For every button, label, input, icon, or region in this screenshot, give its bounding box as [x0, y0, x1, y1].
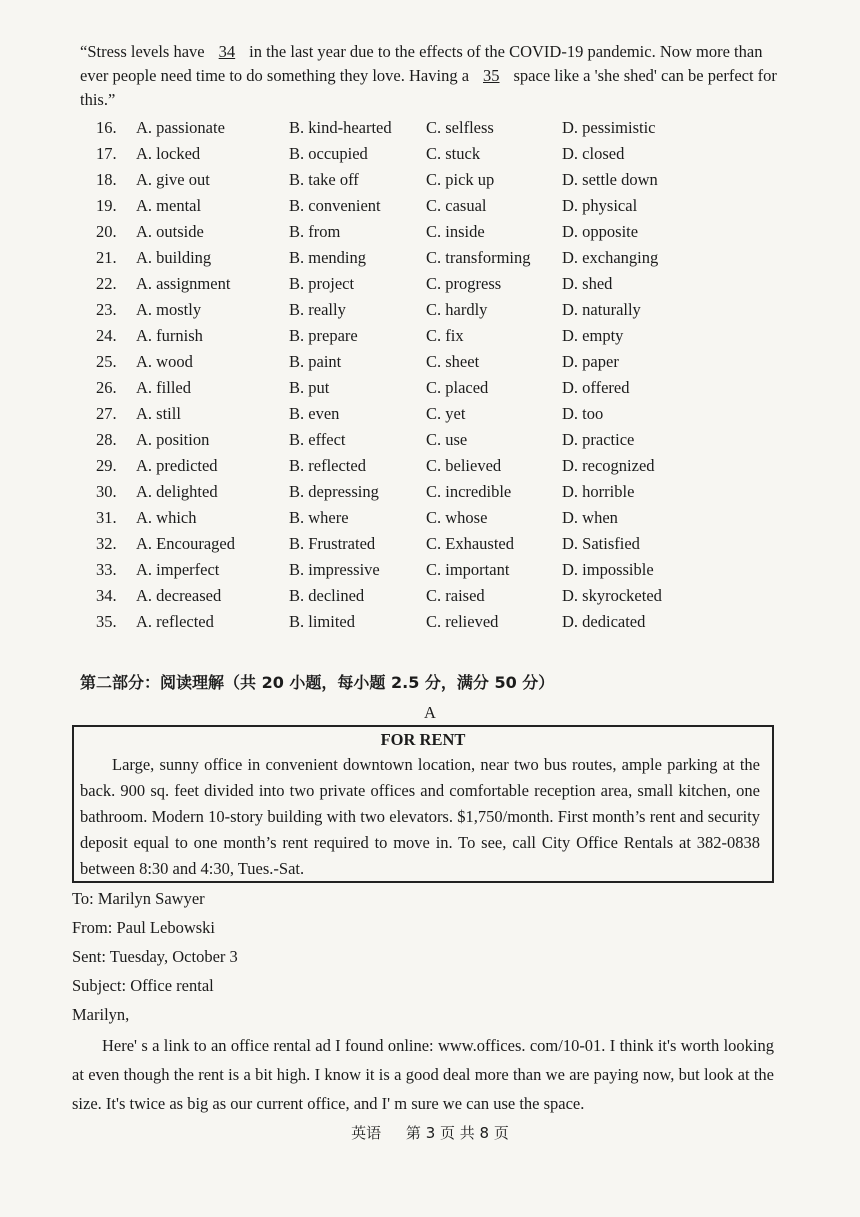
- option-b: B. mending: [289, 248, 366, 267]
- intro-text-1: “Stress levels have: [80, 42, 205, 61]
- question-number: 35.: [96, 612, 117, 631]
- question-number: 31.: [96, 508, 117, 527]
- option-a: A. mostly: [136, 300, 202, 319]
- email-from: From: Paul Lebowski: [72, 918, 215, 937]
- option-a: A. give out: [136, 170, 210, 189]
- question-number: 29.: [96, 456, 117, 475]
- cloze-options-list: [96, 118, 796, 638]
- option-c: C. inside: [426, 222, 485, 241]
- option-a: A. decreased: [136, 586, 222, 605]
- option-d: D. offered: [562, 378, 630, 397]
- question-row: [96, 404, 796, 430]
- option-a: A. imperfect: [136, 560, 220, 579]
- option-b: B. project: [289, 274, 355, 293]
- option-a: A. passionate: [136, 118, 225, 137]
- option-c: C. relieved: [426, 612, 499, 631]
- option-a: A. Encouraged: [136, 534, 235, 553]
- option-b: B. convenient: [289, 196, 381, 215]
- option-b: B. paint: [289, 352, 342, 371]
- email-message: [72, 884, 774, 1118]
- question-row: [96, 144, 796, 170]
- option-d: D. settle down: [562, 170, 658, 189]
- option-b: B. limited: [289, 612, 355, 631]
- question-row: [96, 222, 796, 248]
- question-number: 28.: [96, 430, 117, 449]
- question-row: [96, 378, 796, 404]
- ad-text: Large, sunny office in convenient downtown location, near two bus routes, ample parking at the back. 900 sq. feet divided into two private offices and comfortable reception area, small kitchen, one bathroom. Modern 10-story building with two elevators. $1,750/month. First month’s rent and security deposit equal to one month’s rent required to move in. To see, call City Office Rentals at 382-0838 between 8:30 and 4:30, Tues.-Sat.: [80, 755, 760, 878]
- option-d: D. shed: [562, 274, 613, 293]
- email-greeting: Marilyn,: [72, 1005, 130, 1024]
- question-row: [96, 560, 796, 586]
- option-d: D. impossible: [562, 560, 654, 579]
- question-number: 34.: [96, 586, 117, 605]
- option-c: C. selfless: [426, 118, 494, 137]
- option-a: A. filled: [136, 378, 191, 397]
- email-subject: Subject: Office rental: [72, 976, 214, 995]
- option-c: C. important: [426, 560, 510, 579]
- rental-ad-box: [72, 725, 774, 883]
- option-b: B. reflected: [289, 456, 366, 475]
- footer-subject: 英语: [351, 1124, 382, 1142]
- option-a: A. which: [136, 508, 197, 527]
- option-b: B. take off: [289, 170, 359, 189]
- email-body: Here' s a link to an office rental ad I found online: www.offices. com/10-01. I think it's worth looking at even though the rent is a bit high. I know it is a good deal more than we are paying now, but look at the size. It's twice as big as our current office, and I' m sure we can use the space.: [72, 1036, 774, 1113]
- option-b: B. where: [289, 508, 349, 527]
- question-row: [96, 586, 796, 612]
- option-d: D. skyrocketed: [562, 586, 662, 605]
- option-d: D. too: [562, 404, 604, 423]
- option-d: D. pessimistic: [562, 118, 656, 137]
- option-a: A. locked: [136, 144, 201, 163]
- passage-label: A: [424, 703, 436, 722]
- question-number: 22.: [96, 274, 117, 293]
- option-a: A. delighted: [136, 482, 218, 501]
- question-number: 26.: [96, 378, 117, 397]
- question-row: [96, 118, 796, 144]
- option-d: D. physical: [562, 196, 638, 215]
- option-a: A. position: [136, 430, 210, 449]
- question-row: [96, 508, 796, 534]
- option-b: B. declined: [289, 586, 365, 605]
- option-a: A. predicted: [136, 456, 218, 475]
- option-d: D. paper: [562, 352, 619, 371]
- question-number: 33.: [96, 560, 117, 579]
- question-number: 20.: [96, 222, 117, 241]
- option-d: D. exchanging: [562, 248, 659, 267]
- option-a: A. mental: [136, 196, 202, 215]
- blank-35: 35: [483, 66, 500, 85]
- cloze-passage-ending: [80, 40, 785, 112]
- option-d: D. dedicated: [562, 612, 646, 631]
- question-row: [96, 612, 796, 638]
- option-c: C. hardly: [426, 300, 488, 319]
- option-b: B. from: [289, 222, 341, 241]
- section-heading: 第二部分：阅读理解（共 20 小题，每小题 2.5 分，满分 50 分）: [80, 673, 555, 692]
- question-row: [96, 482, 796, 508]
- option-c: C. Exhausted: [426, 534, 514, 553]
- option-b: B. occupied: [289, 144, 368, 163]
- question-row: [96, 534, 796, 560]
- option-a: A. outside: [136, 222, 204, 241]
- option-c: C. progress: [426, 274, 502, 293]
- question-row: [96, 300, 796, 326]
- option-a: A. assignment: [136, 274, 231, 293]
- option-a: A. reflected: [136, 612, 214, 631]
- option-c: C. incredible: [426, 482, 512, 501]
- option-b: B. Frustrated: [289, 534, 376, 553]
- question-row: [96, 196, 796, 222]
- blank-34: 34: [218, 42, 236, 61]
- option-d: D. when: [562, 508, 618, 527]
- intro-text-2: in the last year due to the effects of the COVID-19 pandemic. Now more than ever people need time to do something they love. Having a: [80, 42, 763, 85]
- option-d: D. naturally: [562, 300, 641, 319]
- question-row: [96, 352, 796, 378]
- option-c: C. whose: [426, 508, 488, 527]
- option-b: B. prepare: [289, 326, 358, 345]
- option-d: D. Satisfied: [562, 534, 640, 553]
- option-c: C. stuck: [426, 144, 481, 163]
- question-number: 30.: [96, 482, 117, 501]
- question-number: 25.: [96, 352, 117, 371]
- question-row: [96, 326, 796, 352]
- email-to: To: Marilyn Sawyer: [72, 889, 205, 908]
- option-d: D. recognized: [562, 456, 655, 475]
- question-number: 32.: [96, 534, 117, 553]
- option-a: A. furnish: [136, 326, 203, 345]
- option-b: B. really: [289, 300, 346, 319]
- option-c: C. fix: [426, 326, 464, 345]
- option-c: C. placed: [426, 378, 489, 397]
- option-d: D. opposite: [562, 222, 639, 241]
- option-b: B. kind-hearted: [289, 118, 392, 137]
- option-c: C. believed: [426, 456, 502, 475]
- ad-title: FOR RENT: [380, 730, 466, 749]
- question-number: 21.: [96, 248, 117, 267]
- option-d: D. practice: [562, 430, 635, 449]
- question-row: [96, 430, 796, 456]
- question-number: 18.: [96, 170, 117, 189]
- option-b: B. effect: [289, 430, 346, 449]
- option-d: D. horrible: [562, 482, 635, 501]
- question-row: [96, 170, 796, 196]
- option-b: B. even: [289, 404, 340, 423]
- option-d: D. closed: [562, 144, 625, 163]
- question-number: 23.: [96, 300, 117, 319]
- intro-text-3: space like a 'she shed' can be perfect for this.”: [80, 66, 777, 109]
- question-number: 17.: [96, 144, 117, 163]
- question-number: 24.: [96, 326, 117, 345]
- option-c: C. transforming: [426, 248, 531, 267]
- option-d: D. empty: [562, 326, 624, 345]
- question-number: 19.: [96, 196, 117, 215]
- question-row: [96, 248, 796, 274]
- page-footer: [0, 1122, 860, 1143]
- option-c: C. raised: [426, 586, 485, 605]
- option-c: C. pick up: [426, 170, 495, 189]
- option-a: A. still: [136, 404, 181, 423]
- option-c: C. casual: [426, 196, 487, 215]
- option-a: A. wood: [136, 352, 193, 371]
- option-b: B. put: [289, 378, 330, 397]
- option-b: B. depressing: [289, 482, 379, 501]
- email-sent: Sent: Tuesday, October 3: [72, 947, 238, 966]
- option-a: A. building: [136, 248, 212, 267]
- option-c: C. yet: [426, 404, 466, 423]
- footer-page-number: 第 3 页 共 8 页: [405, 1124, 509, 1142]
- option-c: C. use: [426, 430, 468, 449]
- option-c: C. sheet: [426, 352, 480, 371]
- question-number: 27.: [96, 404, 117, 423]
- question-number: 16.: [96, 118, 117, 137]
- option-b: B. impressive: [289, 560, 380, 579]
- question-row: [96, 274, 796, 300]
- question-row: [96, 456, 796, 482]
